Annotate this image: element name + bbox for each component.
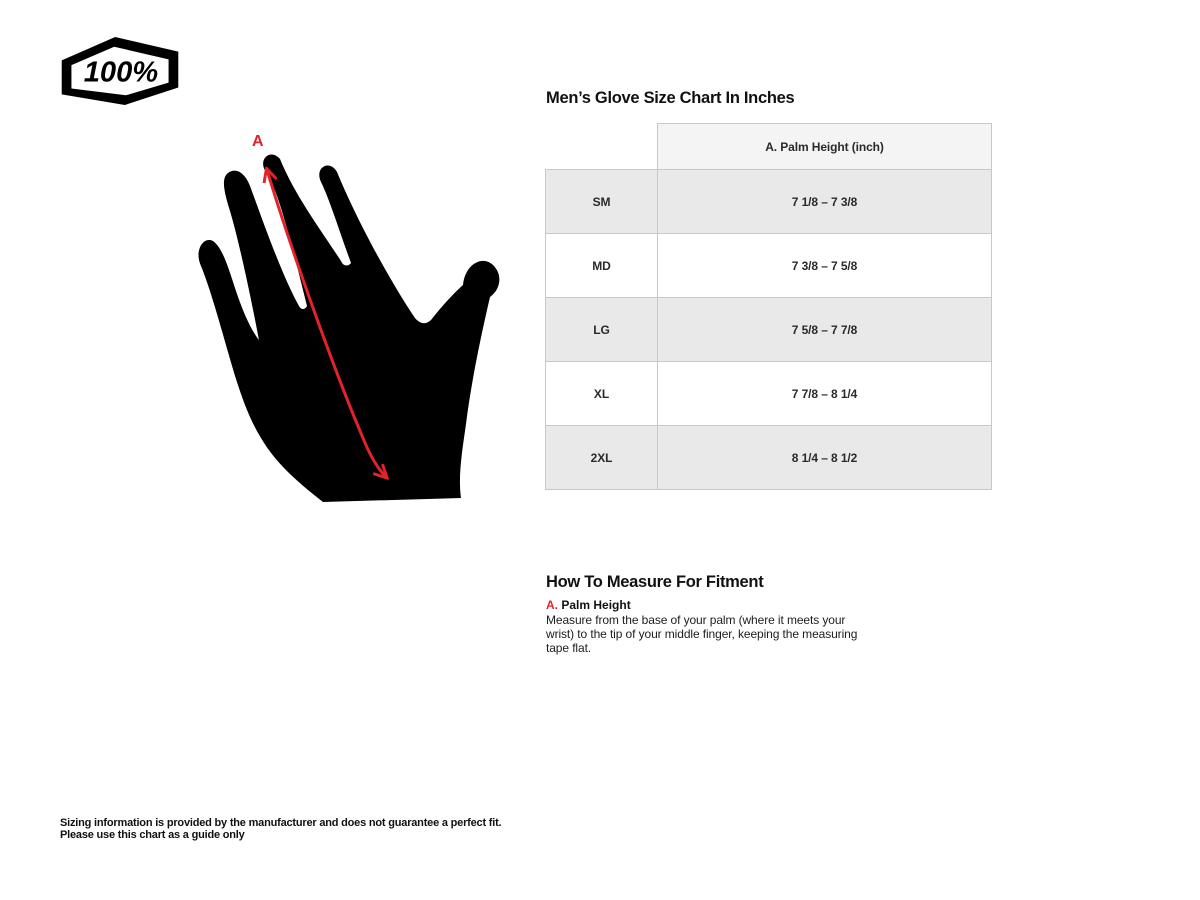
range-cell: 7 1/8 – 7 3/8 xyxy=(658,170,992,234)
measure-item-description: Measure from the base of your palm (where it meets your wrist) to the tip of your middle finger, keeping the measuring tape flat. xyxy=(546,613,858,655)
measure-guide-item xyxy=(546,598,858,655)
range-cell: 7 7/8 – 8 1/4 xyxy=(658,362,992,426)
brand-logo-text: 100% xyxy=(83,56,159,89)
table-row xyxy=(546,362,992,426)
brand-100percent-icon xyxy=(60,37,180,105)
footer-disclaimer xyxy=(60,817,501,841)
table-row xyxy=(546,298,992,362)
table-row xyxy=(546,234,992,298)
table-header-row xyxy=(546,124,992,170)
range-cell: 7 3/8 – 7 5/8 xyxy=(658,234,992,298)
size-cell: XL xyxy=(546,362,658,426)
table-row xyxy=(546,170,992,234)
glove-diagram xyxy=(183,128,503,503)
size-cell: MD xyxy=(546,234,658,298)
brand-logo xyxy=(60,37,180,105)
measure-guide-title: How To Measure For Fitment xyxy=(546,573,764,591)
table-row xyxy=(546,426,992,490)
range-cell: 7 5/8 – 7 7/8 xyxy=(658,298,992,362)
size-cell: LG xyxy=(546,298,658,362)
measure-item-name: Palm Height xyxy=(561,598,631,612)
size-cell: SM xyxy=(546,170,658,234)
table-corner-blank xyxy=(546,124,658,170)
measurement-label-a: A xyxy=(252,133,264,150)
size-chart-table xyxy=(545,123,992,490)
hand-silhouette-icon xyxy=(183,128,503,503)
range-cell: 8 1/4 – 8 1/2 xyxy=(658,426,992,490)
footer-line-1: Sizing information is provided by the manufacturer and does not guarantee a perfect fit. xyxy=(60,817,502,829)
column-header-palm-height: A. Palm Height (inch) xyxy=(658,124,992,170)
measure-item-letter: A. xyxy=(546,598,558,612)
footer-line-2: Please use this chart as a guide only xyxy=(60,829,245,841)
hand-shape xyxy=(199,154,500,502)
size-chart-title: Men’s Glove Size Chart In Inches xyxy=(546,89,795,107)
size-cell: 2XL xyxy=(546,426,658,490)
measure-item-label xyxy=(546,598,858,612)
